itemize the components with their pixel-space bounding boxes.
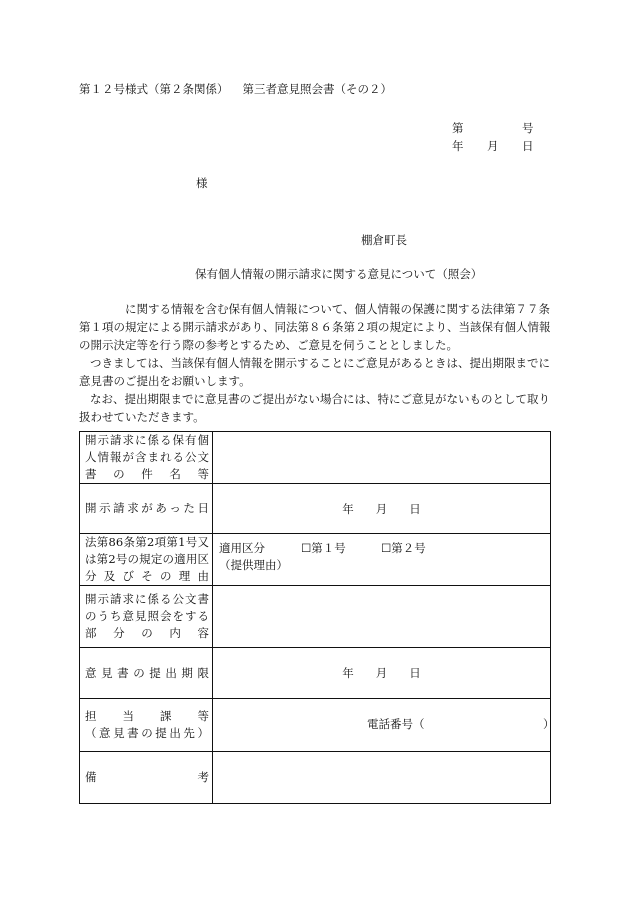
addressee-honorific: 様: [196, 176, 208, 190]
table-row-deadline: [80, 648, 551, 699]
doc-date-day: 日: [522, 139, 534, 153]
scope-label: 開示請求に係る公文書のうち意見照会をする部分の内容: [80, 586, 213, 648]
body-paragraph-2: つきましては、当該保有個人情報を開示することにご意見があるときは、提出期限までに意見書のご提出をお願いします。: [79, 356, 550, 388]
remarks-label-cell: [80, 752, 213, 804]
deadline-day: 日: [409, 666, 421, 680]
deadline-label: 意見書の提出期限: [80, 648, 213, 699]
table-row-remarks: [80, 752, 551, 804]
table-row-subject: [80, 432, 551, 484]
inquiry-table: [79, 431, 555, 804]
phone-number-close: ）: [543, 717, 555, 731]
doc-date-year: 年: [452, 139, 464, 153]
doc-number-suffix: 号: [522, 121, 534, 135]
department-value-cell[interactable]: [213, 699, 555, 752]
form-number: 第１２号様式（第２条関係）: [79, 82, 229, 96]
body-paragraph-1: に関する情報を含む保有個人情報について、個人情報の保護に関する法律第７７条第１項の規定による開示請求があり、同法第８６条第２項の規定により、当該保有個人情報の開示決定等を行う際の参考とするため、ご意見を伺うこととしました。: [79, 302, 551, 352]
deadline-value-cell[interactable]: [213, 648, 551, 699]
category-option-1-checkbox[interactable]: ☐第１号: [301, 541, 346, 555]
issuer-name: 棚倉町長: [361, 233, 407, 247]
deadline-year: 年: [342, 666, 354, 680]
doc-date-month: 月: [487, 139, 499, 153]
document-title: 保有個人情報の開示請求に関する意見について（照会）: [195, 267, 483, 281]
form-header: [79, 81, 392, 97]
category-option-2-checkbox[interactable]: ☐第２号: [381, 541, 426, 555]
request-date-year: 年: [342, 501, 354, 516]
table-row-scope: [80, 586, 551, 648]
phone-number-label: 電話番号（: [367, 717, 425, 731]
deadline-month: 月: [375, 666, 388, 680]
doc-number-prefix: 第: [452, 121, 464, 135]
request-date-day: 日: [409, 501, 421, 516]
department-label-line-2: （意見書の提出先）: [85, 726, 209, 740]
scope-value-cell[interactable]: [213, 586, 551, 648]
request-date-label: 開示請求があった日: [80, 484, 213, 534]
category-reason-label: （提供理由）: [219, 558, 288, 572]
category-kubun-label: 適用区分: [219, 541, 265, 555]
subject-label: 開示請求に係る保有個人情報が含まれる公文書の件名等: [80, 432, 213, 484]
table-row-category: [80, 534, 551, 586]
form-name: 第三者意見照会書（その２）: [242, 82, 392, 96]
body-paragraph-3: なお、提出期限までに意見書のご提出がない場合には、特にご意見がないものとして取り扱わせていただきます。: [79, 392, 550, 424]
remarks-value-cell[interactable]: [213, 752, 551, 804]
request-date-month: 月: [375, 501, 388, 516]
category-label: 法第86条第2項第1号又は第2号の規定の適用区分及びその理由: [80, 534, 213, 586]
table-row-request-date: [80, 484, 551, 534]
department-label-line-1: 担当課等: [85, 709, 209, 723]
table-row-department: [80, 699, 551, 752]
request-date-value-cell[interactable]: [213, 484, 551, 534]
department-label: [80, 699, 213, 752]
category-value-cell: [213, 534, 551, 586]
remarks-label: 備考: [85, 770, 209, 784]
subject-value-cell[interactable]: [213, 432, 551, 484]
